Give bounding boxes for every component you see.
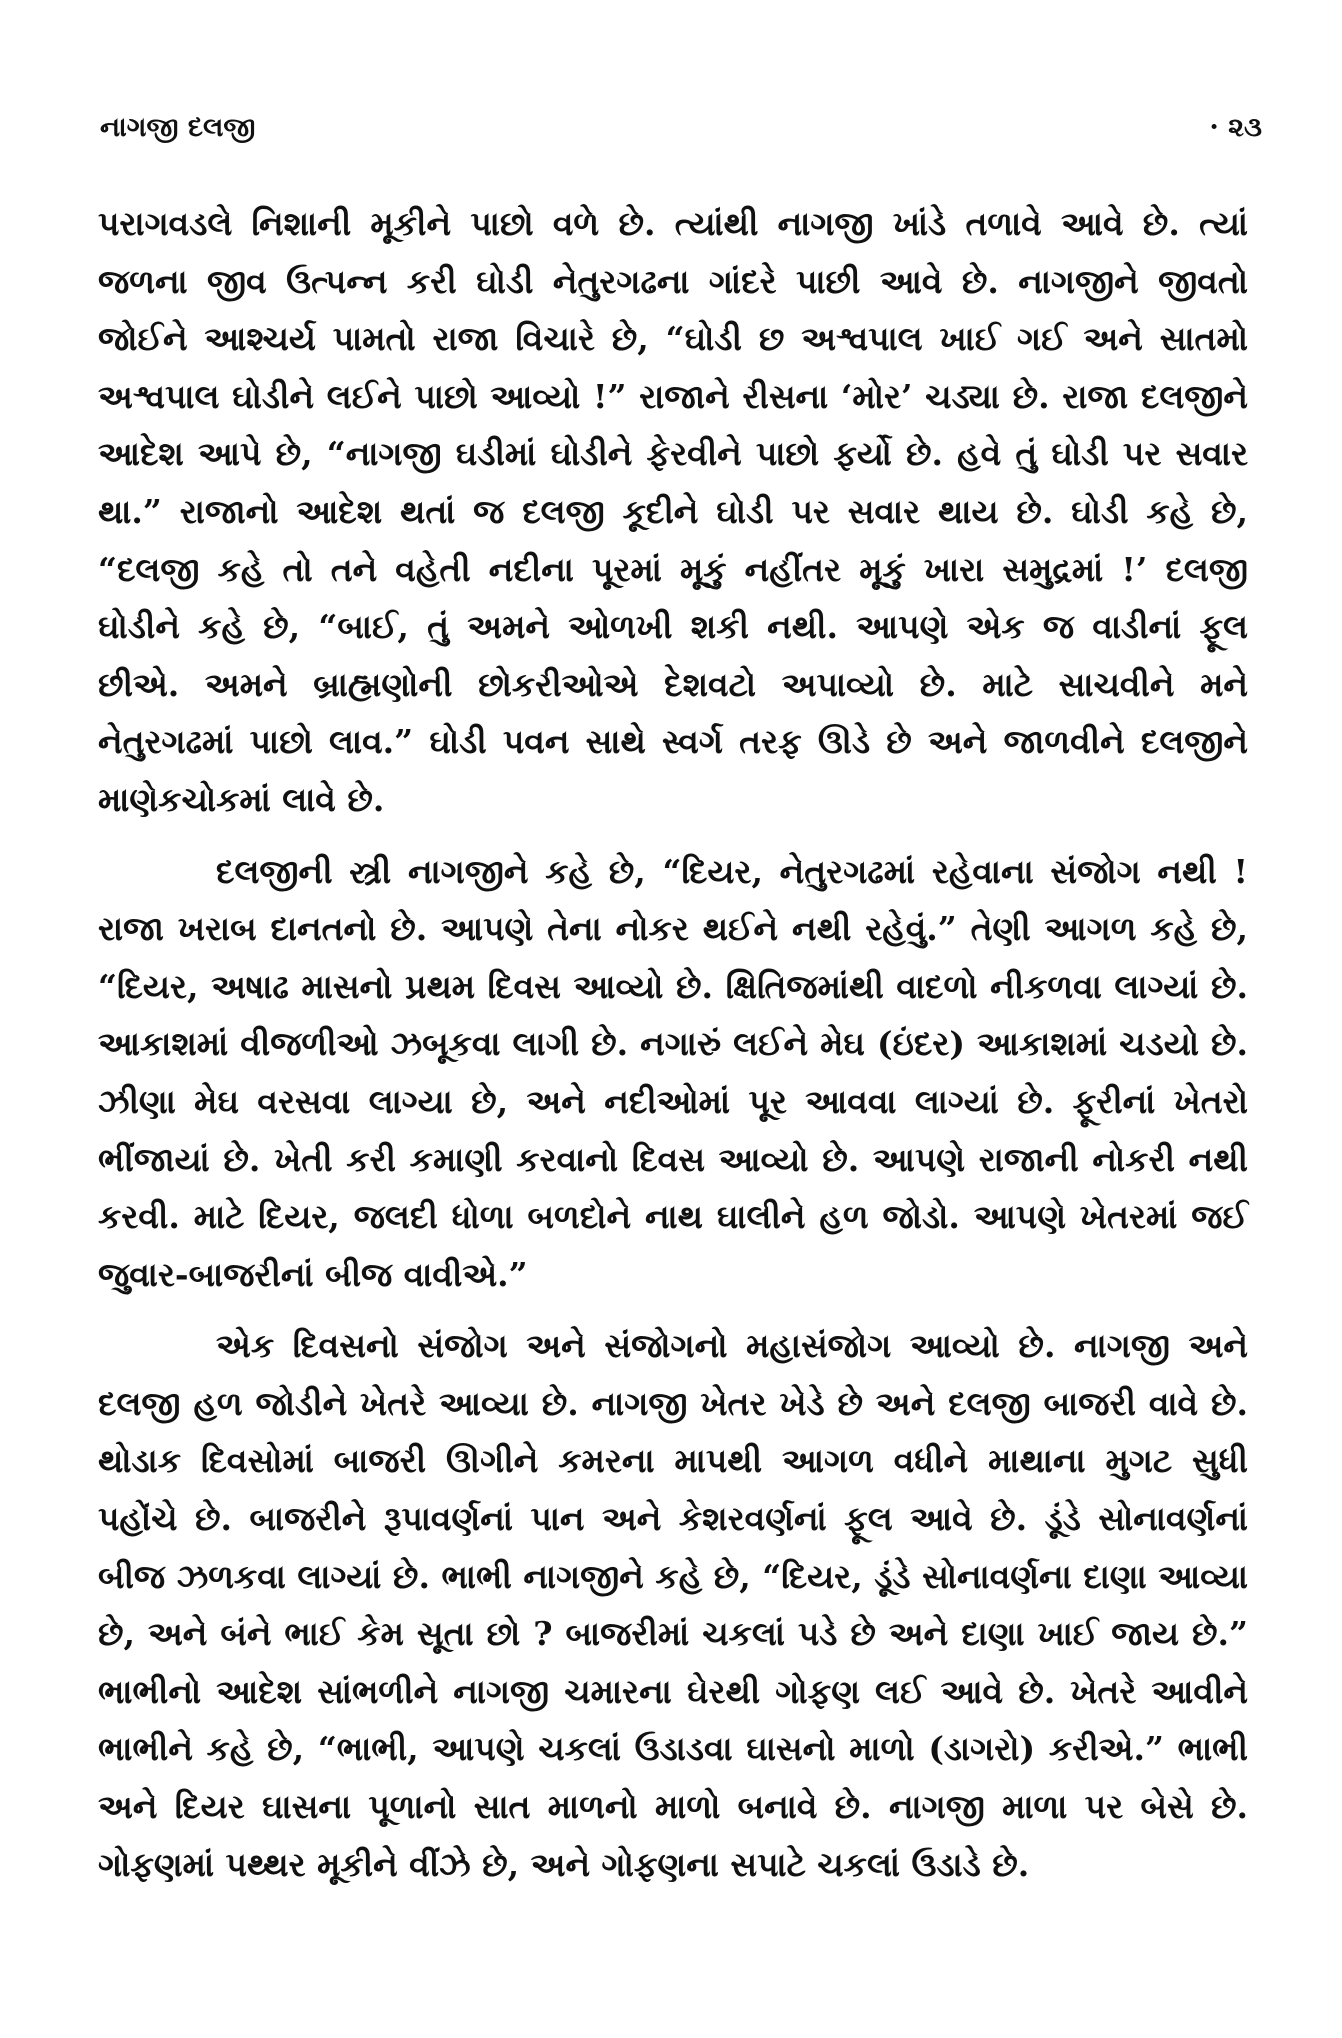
body-text <box>98 195 1248 1893</box>
running-title: નાગજી દલજી <box>100 112 256 143</box>
paragraph-3: એક દિવસનો સંજોગ અને સંજોગનો મહાસંજોગ આવ્યો છે. નાગજી અને દલજી હળ જોડીને ખેતરે આવ્યા છે. નાગજી ખેતર ખેડે છે અને દલજી બાજરી વાવે છે. થોડાક દિવસોમાં બાજરી ઊગીને કમરના માપથી આગળ વધીને માથાના મુગટ સુધી પહોંચે છે. બાજરીને રૂપાવર્ણનાં પાન અને કેશરવર્ણનાં ફૂલ આવે છે. ડૂંડે સોનાવર્ણનાં બીજ ઝળકવા લાગ્યાં છે. ભાભી નાગજીને કહે છે, “દિયર, ડૂંડે સોનાવર્ણના દાણા આવ્યા છે, અને બંને ભાઈ કેમ સૂતા છો ? બાજરીમાં ચકલાં પડે છે અને દાણા ખાઈ જાય છે.” ભાભીનો આદેશ સાંભળીને નાગજી ચમારના ઘેરથી ગોફણ લઈ આવે છે. ખેતરે આવીને ભાભીને કહે છે, “ભાભી, આપણે ચકલાં ઉડાડવા ઘાસનો માળો (ડાગરો) કરીએ.” ભાભી અને દિયર ઘાસના પૂળાનો સાત માળનો માળો બનાવે છે. નાગજી માળા પર બેસે છે. ગોફણમાં પથ્થર મૂકીને વીંઝે છે, અને ગોફણના સપાટે ચકલાં ઉડાડે છે. <box>98 1326 1248 1884</box>
paragraph-1: પરાગવડલે નિશાની મૂકીને પાછો વળે છે. ત્યાંથી નાગજી ખાંડે તળાવે આવે છે. ત્યાં જળના જીવ ઉત્પન્ન કરી ઘોડી નેતુરગઢના ગાંદરે પાછી આવે છે. નાગજીને જીવતો જોઈને આશ્ચર્ય પામતો રાજા વિચારે છે, “ઘોડી છ અશ્વપાલ ખાઈ ગઈ અને સાતમો અશ્વપાલ ઘોડીને લઈને પાછો આવ્યો !” રાજાને રીસના ‘મોર’ ચડ્યા છે. રાજા દલજીને આદેશ આપે છે, “નાગજી ઘડીમાં ઘોડીને ફેરવીને પાછો ફર્યો છે. હવે તું ઘોડી પર સવાર થા.” રાજાનો આદેશ થતાં જ દલજી કૂદીને ઘોડી પર સવાર થાય છે. ઘોડી કહે છે, “દલજી કહે તો તને વહેતી નદીના પૂરમાં મૂકું નહીંતર મૂકું ખારા સમુદ્રમાં !’ દલજી ઘોડીને કહે છે, “બાઈ, તું અમને ઓળખી શકી નથી. આપણે એક જ વાડીનાં ફૂલ છીએ. અમને બ્રાહ્મણોની છોકરીઓએ દેશવટો અપાવ્યો છે. માટે સાચવીને મને નેતુરગઢમાં પાછો લાવ.” ઘોડી પવન સાથે સ્વર્ગ તરફ ઊડે છે અને જાળવીને દલજીને માણેકચોકમાં લાવે છે. <box>98 204 1248 819</box>
running-head <box>100 108 1262 148</box>
page-number: · ૨૩ <box>1209 112 1262 143</box>
paragraph-2: દલજીની સ્ત્રી નાગજીને કહે છે, “દિયર, નેતુરગઢમાં રહેવાના સંજોગ નથી ! રાજા ખરાબ દાનતનો છે. આપણે તેના નોકર થઈને નથી રહેવું.” તેણી આગળ કહે છે, “દિયર, અષાઢ માસનો પ્રથમ દિવસ આવ્યો છે. ક્ષિતિજમાંથી વાદળો નીકળવા લાગ્યાં છે. આકાશમાં વીજળીઓ ઝબૂકવા લાગી છે. નગારું લઈને મેઘ (ઇંદર) આકાશમાં ચડયો છે. ઝીણા મેઘ વરસવા લાગ્યા છે, અને નદીઓમાં પૂર આવવા લાગ્યાં છે. ફૂરીનાં ખેતરો ભીંજાયાં છે. ખેતી કરી કમાણી કરવાનો દિવસ આવ્યો છે. આપણે રાજાની નોકરી નથી કરવી. માટે દિયર, જલદી ધોળા બળદોને નાથ ઘાલીને હળ જોડો. આપણે ખેતરમાં જઈ જુવાર-બાજરીનાં બીજ વાવીએ.” <box>98 851 1248 1294</box>
